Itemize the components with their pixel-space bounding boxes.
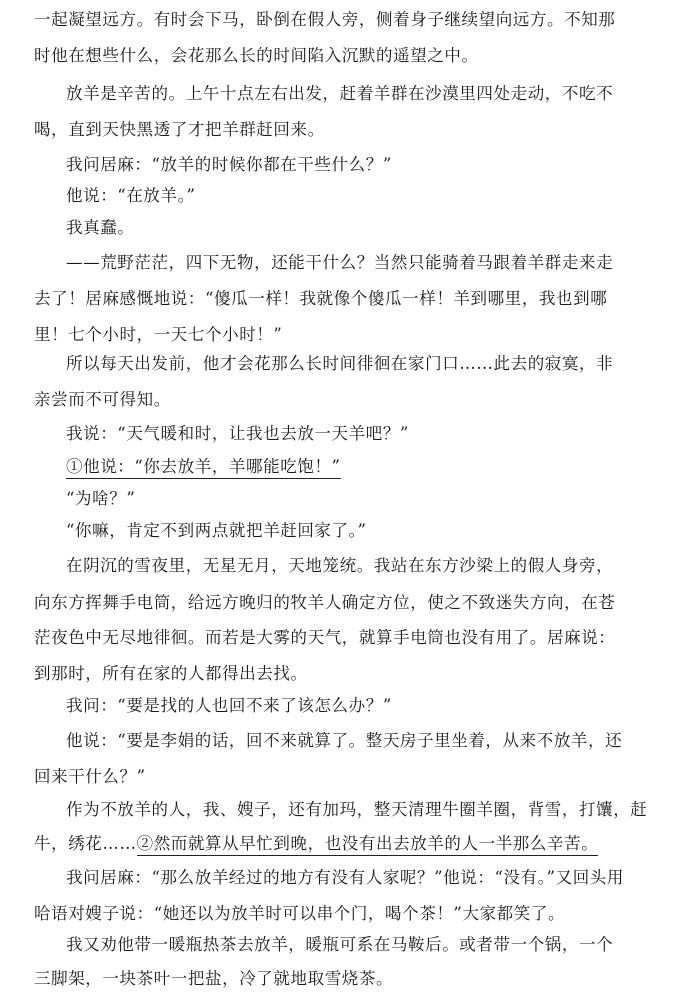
- text-segment: 牛，绣花……: [34, 834, 137, 853]
- paragraph-line: 我问：“要是找的人也回不来了该怎么办？”: [66, 696, 392, 715]
- text-line: 里！七个小时，一天七个小时！”: [34, 325, 283, 344]
- text-line: 茫夜色中无尽地徘徊。而若是大雾的天气，就算手电筒也没有用了。居麻说：: [34, 628, 616, 647]
- underlined-text: ①他说：“你去放羊，羊哪能吃饱！”: [66, 457, 341, 479]
- text-line: 向东方挥舞手电筒，给远方晚归的牧羊人确定方位，使之不致迷失方向，在苍: [34, 593, 616, 612]
- paragraph-line: “为啥？”: [66, 489, 136, 508]
- text-line: 喝，直到天快黑透了才把羊群赶回来。: [34, 120, 325, 139]
- paragraph-line: 在阴沉的雪夜里，无星无月，天地笼统。我站在东方沙梁上的假人身旁，: [66, 556, 614, 575]
- paragraph-line: 放羊是辛苦的。上午十点左右出发，赶着羊群在沙漠里四处走动，不吃不: [66, 84, 614, 103]
- paragraph-line: 我说：“天气暖和时，让我也去放一天羊吧？”: [66, 424, 409, 443]
- paragraph-line: 我真蠢。: [66, 218, 135, 237]
- text-line: 时他在想些什么，会花那么长的时间陷入沉默的遥望之中。: [34, 46, 479, 65]
- underlined-sentence-1: [66, 457, 664, 477]
- text-line: 三脚架，一块茶叶一把盐，冷了就地取雪烧茶。: [34, 969, 394, 988]
- underlined-text: ②然而就算从早忙到晚，也没有出去放羊的人一半那么辛苦。: [137, 834, 599, 856]
- text-line: 回来干什么？”: [34, 767, 146, 786]
- paragraph-line: 所以每天出发前，他才会花那么长时间徘徊在家门口……此去的寂寞，非: [66, 354, 614, 373]
- paragraph-line: ——荒野茫茫，四下无物，还能干什么？当然只能骑着马跟着羊群走来走: [66, 253, 614, 272]
- text-line: 到那时，所有在家的人都得出去找。: [34, 664, 308, 683]
- text-line: 去了！居麻感慨地说：“傻瓜一样！我就像个傻瓜一样！羊到哪里，我也到哪: [34, 289, 608, 308]
- paragraph-line: 他说：“在放羊。”: [66, 186, 196, 205]
- paragraph-line: 作为不放羊的人，我、嫂子，还有加玛，整天清理牛圈羊圈，背雪，打馕，赶: [66, 800, 648, 819]
- text-line: 一起凝望远方。有时会下马，卧倒在假人旁，侧着身子继续望向远方。不知那: [34, 10, 616, 29]
- text-line: 哈语对嫂子说：“她还以为放羊时可以串个门，喝个茶！”大家都笑了。: [34, 904, 566, 923]
- underlined-sentence-2: [34, 834, 664, 854]
- paragraph-line: 他说：“要是李娟的话，回不来就算了。整天房子里坐着，从来不放羊，还: [66, 731, 623, 750]
- text-line: 亲尝而不可得知。: [34, 390, 171, 409]
- paragraph-line: 我问居麻：“那么放羊经过的地方有没有人家呢？”他说：“没有。”又回头用: [66, 868, 624, 887]
- paragraph-line: 我又劝他带一暖瓶热茶去放羊，暖瓶可系在马鞍后。或者带一个锅，一个: [66, 935, 614, 954]
- paragraph-line: “你嘛，肯定不到两点就把羊赶回家了。”: [66, 521, 367, 540]
- paragraph-line: 我问居麻：“放羊的时候你都在干些什么？”: [66, 155, 392, 174]
